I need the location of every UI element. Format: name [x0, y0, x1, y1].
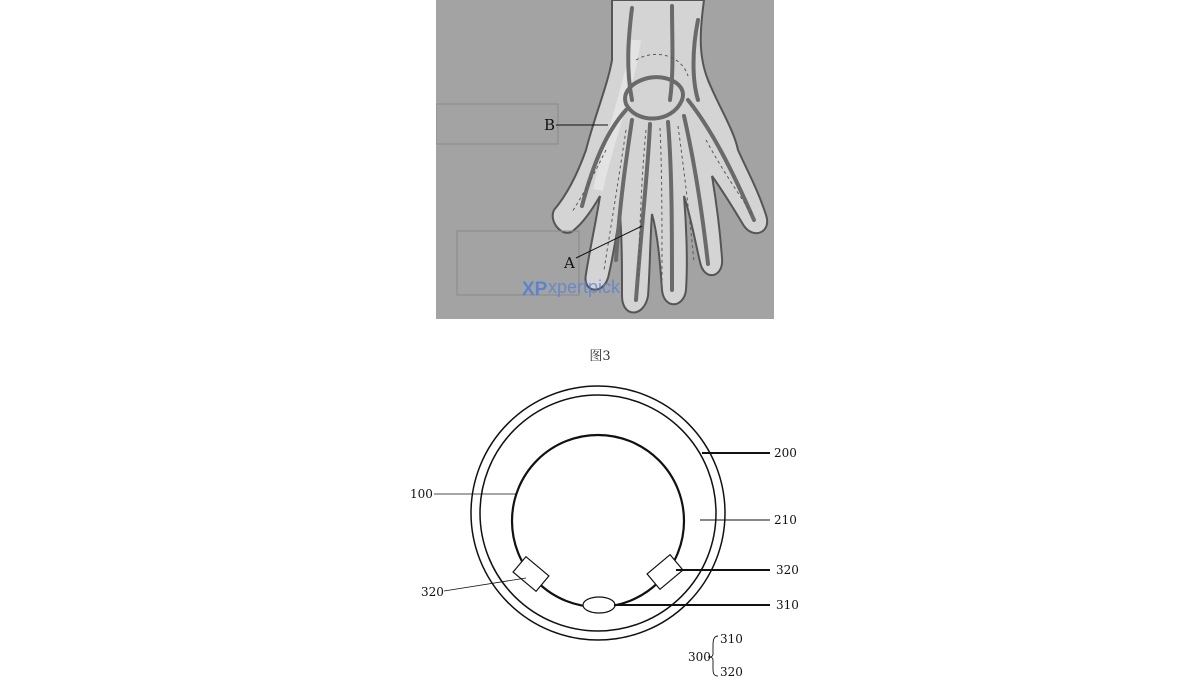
label-a: A [564, 254, 575, 272]
label-100: 100 [410, 487, 433, 501]
label-310: 310 [776, 598, 799, 612]
label-b: B [544, 116, 556, 134]
label-320-left: 320 [421, 585, 444, 599]
ring-diagram-svg [0, 380, 1200, 680]
legend-item-320: 320 [720, 665, 743, 679]
ring-diagram [0, 380, 1200, 680]
watermark-text: xpertpick [548, 277, 621, 297]
annotation-box-b [436, 104, 558, 144]
label-200: 200 [774, 446, 797, 460]
component-310 [583, 597, 615, 613]
hand-silhouette [553, 0, 768, 313]
legend-item-310: 310 [720, 632, 743, 646]
legend-group-300: 300 [688, 650, 711, 664]
component-320-right [647, 555, 683, 590]
outer-ring-inner-edge [480, 395, 716, 631]
hand-figure [436, 0, 774, 319]
component-320-left [513, 557, 549, 592]
watermark-mark: XP [522, 279, 548, 300]
hand-illustration [436, 0, 774, 319]
figure-caption: 图3 [589, 349, 611, 364]
label-210: 210 [774, 513, 797, 527]
label-320-right: 320 [776, 563, 799, 577]
